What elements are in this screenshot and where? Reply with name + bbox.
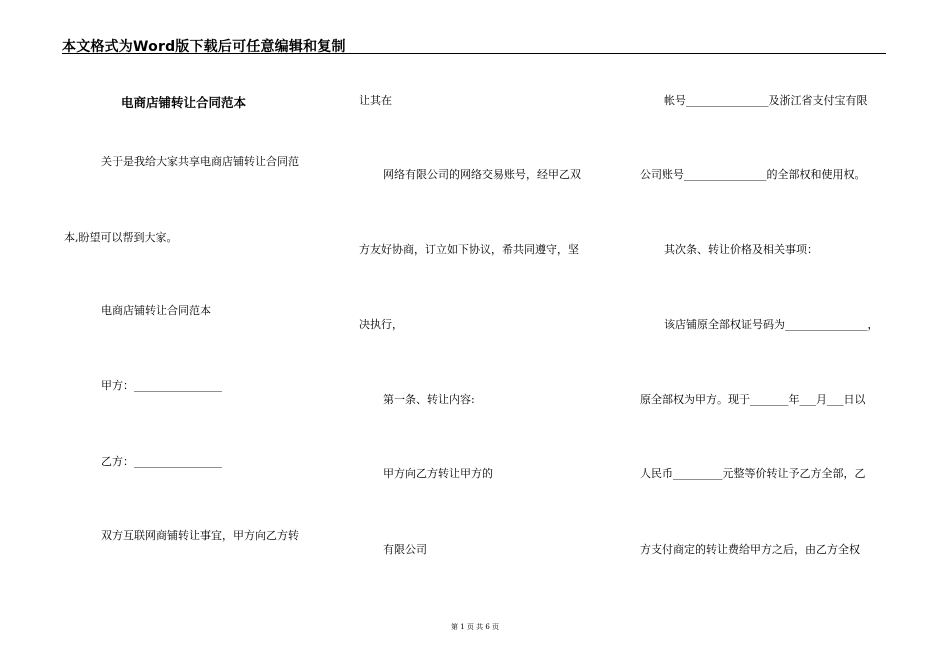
article-heading: 第一条、转让内容:	[383, 393, 475, 406]
paragraph-line: 甲方向乙方转让甲方的	[383, 467, 493, 480]
document-title: 电商店铺转让合同范本	[121, 95, 247, 110]
paragraph-line: 方支付商定的转让费给甲方之后，由乙方全权	[640, 543, 860, 556]
article-heading: 其次条、转让价格及相关事项：	[664, 243, 818, 256]
paragraph-line: 决执行，	[359, 318, 403, 331]
paragraph-line: 关于是我给大家共享电商店铺转让合同范	[101, 155, 299, 168]
paragraph-line: 原全部权为甲方。现于_______年___月___日以	[640, 393, 866, 406]
paragraph-line: 人民币_________元整等价转让予乙方全部，乙	[640, 467, 866, 480]
party-a-line: 甲方：________________	[101, 379, 222, 392]
header-title: 本文格式为Word版下载后可任意编辑和复制	[62, 39, 346, 55]
header-divider	[62, 53, 886, 54]
paragraph-line: 有限公司	[383, 543, 427, 556]
paragraph-line: 本,盼望可以帮到大家。	[64, 231, 178, 244]
page-number: 第 1 页 共 6 页	[450, 623, 500, 631]
party-b-line: 乙方：________________	[101, 455, 222, 468]
paragraph-line: 双方互联网商铺转让事宜，甲方向乙方转	[101, 529, 299, 542]
paragraph-line: 帐号_______________及浙江省支付宝有限	[664, 94, 868, 107]
paragraph-line: 公司账号_______________的全部权和使用权。	[640, 168, 866, 181]
paragraph-line: 网络有限公司的网络交易账号，经甲乙双	[383, 168, 581, 181]
paragraph-line: 方友好协商，订立如下协议，希共同遵守，坚	[359, 243, 579, 256]
paragraph-line: 电商店铺转让合同范本	[101, 304, 211, 317]
paragraph-line: 让其在	[359, 94, 392, 107]
paragraph-line: 该店铺原全部权证号码为_______________，	[664, 318, 879, 331]
